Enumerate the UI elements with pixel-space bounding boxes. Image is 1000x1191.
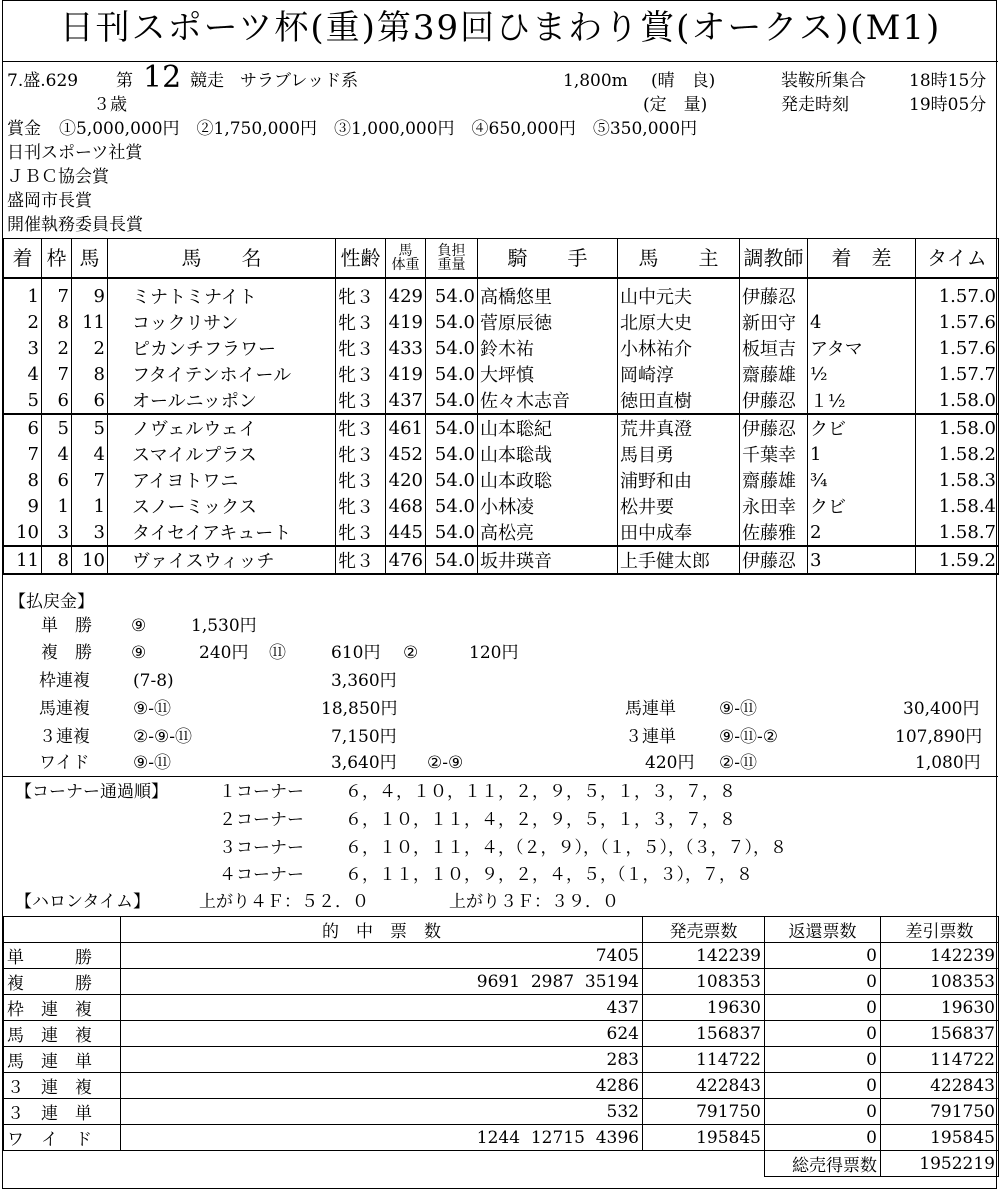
tickets-net: 19630 — [881, 995, 999, 1021]
tickets-refunded: 0 — [765, 995, 881, 1021]
rank-cell: 11 — [4, 546, 42, 574]
sex-age: 牝３ — [336, 493, 386, 519]
winning-tickets: 532 — [121, 1099, 643, 1125]
tickets-refunded: 0 — [765, 1073, 881, 1099]
place2-amount: 610円 — [331, 643, 381, 663]
owner-name: 田中成奉 — [618, 519, 740, 546]
corner-2-order: ６，１０，１１，４，２，９，５，１，３，７，８ — [345, 810, 736, 830]
body-weight: 452 — [386, 441, 426, 467]
win-combo: ⑨ — [131, 616, 147, 636]
finish-time: 1.57.6 — [916, 309, 999, 335]
sales-total-row — [4, 1151, 999, 1177]
weight-rule: (定 量) — [643, 95, 708, 115]
trainer-name: 佐藤雅 — [740, 519, 808, 546]
owner-name: 馬目勇 — [618, 441, 740, 467]
distance: 1,800m — [563, 71, 628, 91]
results-header — [4, 239, 999, 279]
tickets-net: 195845 — [881, 1125, 999, 1151]
header-num: 馬 — [72, 239, 108, 279]
header-sexage: 性齢 — [336, 239, 386, 279]
carried-weight: 54.0 — [426, 335, 478, 361]
horse-name: オールニッポン — [108, 387, 336, 414]
corner-1-label: １コーナー — [219, 782, 304, 802]
tickets-sold: 791750 — [643, 1099, 765, 1125]
breed: サラブレッド系 — [240, 71, 359, 91]
body-weight: 429 — [386, 278, 426, 309]
header-owner: 馬 主 — [618, 239, 740, 279]
trainer-name: 齋藤雄 — [740, 361, 808, 387]
sales-header-type — [4, 917, 121, 943]
margin: クビ — [808, 493, 916, 519]
rank-cell: 2 — [4, 309, 42, 335]
exacta-label: 馬連単 — [625, 699, 676, 719]
trainer-name: 新田守 — [740, 309, 808, 335]
bet-type: 馬 連 単 — [4, 1047, 121, 1073]
frame-cell: 2 — [42, 335, 72, 361]
exacta-amount: 30,400円 — [903, 699, 980, 719]
horse-name: フタイテンホイール — [108, 361, 336, 387]
frame-cell: 1 — [42, 493, 72, 519]
jockey-name: 高松亮 — [478, 519, 618, 546]
win-label: 単 勝 — [41, 616, 92, 636]
margin: アタマ — [808, 335, 916, 361]
exacta-combo: ⑨-⑪ — [719, 699, 757, 719]
tickets-refunded: 0 — [765, 1099, 881, 1125]
bet-type: 馬 連 複 — [4, 1021, 121, 1047]
margin: １½ — [808, 387, 916, 414]
finish-time: 1.58.4 — [916, 493, 999, 519]
sex-age: 牝３ — [336, 546, 386, 574]
frame-cell: 8 — [42, 309, 72, 335]
rank-cell: 5 — [4, 387, 42, 414]
corner-1-order: ６，４，１０，１１，２，９，５，１，３，７，８ — [345, 782, 736, 802]
tickets-refunded: 0 — [765, 1125, 881, 1151]
body-weight: 476 — [386, 546, 426, 574]
winning-tickets: 283 — [121, 1047, 643, 1073]
finish-time: 1.58.2 — [916, 441, 999, 467]
horse-name: タイセイアキュート — [108, 519, 336, 546]
owner-name: 北原大史 — [618, 309, 740, 335]
assembly-label: 装鞍所集合 — [781, 71, 866, 91]
body-weight: 461 — [386, 414, 426, 441]
wide-label: ワイド — [39, 753, 90, 773]
header-weight: 負担 重量 — [426, 239, 478, 279]
owner-name: 徳田直樹 — [618, 387, 740, 414]
header-time: タイム — [916, 239, 999, 279]
corner-3-order: ６，１０，１１，４，（２，９），（１，５），（３，７），８ — [345, 838, 787, 858]
wide1-combo: ⑨-⑪ — [133, 753, 171, 773]
result-row — [4, 414, 999, 441]
trainer-name: 千葉幸 — [740, 441, 808, 467]
horse-name: アイヨトワニ — [108, 467, 336, 493]
tickets-sold: 422843 — [643, 1073, 765, 1099]
frame-cell: 7 — [42, 278, 72, 309]
margin: クビ — [808, 414, 916, 441]
tickets-refunded: 0 — [765, 1021, 881, 1047]
carried-weight: 54.0 — [426, 546, 478, 574]
quinella-combo: ⑨-⑪ — [133, 699, 171, 719]
num-cell: 4 — [72, 441, 108, 467]
result-row — [4, 546, 999, 574]
race-prefix: 第 — [116, 71, 133, 91]
sales-row — [4, 1073, 999, 1099]
sales-header — [4, 917, 999, 943]
finish-time: 1.59.2 — [916, 546, 999, 574]
assembly-time: 18時15分 — [909, 71, 987, 91]
jockey-name: 山本聡哉 — [478, 441, 618, 467]
tickets-refunded: 0 — [765, 969, 881, 995]
bet-type: ３ 連 複 — [4, 1073, 121, 1099]
sex-age: 牝３ — [336, 309, 386, 335]
bet-type: 単 勝 — [4, 943, 121, 969]
frame-cell: 3 — [42, 519, 72, 546]
carried-weight: 54.0 — [426, 467, 478, 493]
place1-combo: ⑨ — [131, 643, 147, 663]
result-row — [4, 467, 999, 493]
winning-tickets: 9691 2987 35194 — [121, 969, 643, 995]
horse-name: ノヴェルウェイ — [108, 414, 336, 441]
weather-track: (晴 良) — [651, 71, 716, 91]
sales-header-hits: 的 中 票 数 — [121, 917, 643, 943]
race-title: 日刊スポーツ杯(重)第39回ひまわり賞(オークス)(M1) — [3, 1, 998, 62]
date-venue: 7.盛.629 — [7, 71, 79, 91]
jockey-name: 鈴木祐 — [478, 335, 618, 361]
rank-cell: 9 — [4, 493, 42, 519]
owner-name: 松井要 — [618, 493, 740, 519]
trainer-name: 伊藤忍 — [740, 278, 808, 309]
sales-row — [4, 1021, 999, 1047]
jockey-name: 山本政聡 — [478, 467, 618, 493]
tickets-net: 142239 — [881, 943, 999, 969]
trainer-name: 齋藤雄 — [740, 467, 808, 493]
corner-4-order: ６，１１，１０，９，２，４，５，（１，３），７，８ — [345, 865, 753, 885]
quinella-label: 馬連複 — [39, 699, 90, 719]
margin — [808, 278, 916, 309]
place1-amount: 240円 — [199, 643, 249, 663]
owner-name: 上手健太郎 — [618, 546, 740, 574]
owner-name: 岡崎淳 — [618, 361, 740, 387]
result-row — [4, 441, 999, 467]
num-cell: 3 — [72, 519, 108, 546]
wide2-combo: ②-⑨ — [427, 753, 464, 773]
prize-amounts: ①5,000,000円 ②1,750,000円 ③1,000,000円 ④650,000円 ⑤350,000円 — [59, 119, 698, 139]
horse-name: ヴァイスウィッチ — [108, 546, 336, 574]
finish-time: 1.58.0 — [916, 387, 999, 414]
num-cell: 10 — [72, 546, 108, 574]
result-row — [4, 493, 999, 519]
wide3-amount: 1,080円 — [915, 753, 981, 773]
trio-combo: ②-⑨-⑪ — [133, 727, 192, 747]
sex-age: 牝３ — [336, 278, 386, 309]
rank-cell: 6 — [4, 414, 42, 441]
sex-age: 牝３ — [336, 387, 386, 414]
horse-name: スマイルプラス — [108, 441, 336, 467]
corner-3-label: ３コーナー — [219, 838, 304, 858]
start-label: 発走時刻 — [781, 95, 849, 115]
margin: 4 — [808, 309, 916, 335]
last-4f: 上がり４Ｆ：５２．０ — [199, 892, 369, 912]
carried-weight: 54.0 — [426, 309, 478, 335]
num-cell: 5 — [72, 414, 108, 441]
sales-row — [4, 995, 999, 1021]
carried-weight: 54.0 — [426, 361, 478, 387]
header-frame: 枠 — [42, 239, 72, 279]
result-row — [4, 278, 999, 309]
num-cell: 9 — [72, 278, 108, 309]
rank-cell: 4 — [4, 361, 42, 387]
margin: ½ — [808, 361, 916, 387]
header-jockey: 騎 手 — [478, 239, 618, 279]
trainer-name: 伊藤忍 — [740, 546, 808, 574]
award-4: 開催執務委員長賞 — [7, 215, 143, 235]
margin: 2 — [808, 519, 916, 546]
frame-cell: 7 — [42, 361, 72, 387]
result-row — [4, 519, 999, 546]
payout-section — [3, 586, 998, 777]
body-weight: 420 — [386, 467, 426, 493]
place2-combo: ⑪ — [269, 643, 286, 663]
race-suffix: 競走 — [190, 71, 224, 91]
sales-row — [4, 969, 999, 995]
body-weight: 433 — [386, 335, 426, 361]
results-table — [3, 238, 999, 575]
tickets-net: 108353 — [881, 969, 999, 995]
carried-weight: 54.0 — [426, 414, 478, 441]
tickets-net: 156837 — [881, 1021, 999, 1047]
num-cell: 7 — [72, 467, 108, 493]
jockey-name: 山本聡紀 — [478, 414, 618, 441]
bracket-quinella-amount: 3,360円 — [331, 671, 397, 691]
frame-cell: 4 — [42, 441, 72, 467]
sex-age: 牝３ — [336, 441, 386, 467]
header-bodyweight: 馬 体重 — [386, 239, 426, 279]
trainer-name: 永田幸 — [740, 493, 808, 519]
horse-name: コックリサン — [108, 309, 336, 335]
sales-table — [3, 916, 999, 1177]
bet-type: 枠 連 複 — [4, 995, 121, 1021]
tickets-sold: 156837 — [643, 1021, 765, 1047]
bracket-quinella-combo: (7-8) — [133, 671, 174, 691]
tickets-refunded: 0 — [765, 1047, 881, 1073]
bracket-quinella-label: 枠連複 — [39, 671, 90, 691]
tickets-sold: 114722 — [643, 1047, 765, 1073]
place3-combo: ② — [403, 643, 419, 663]
sales-row — [4, 1099, 999, 1125]
jockey-name: 菅原辰徳 — [478, 309, 618, 335]
award-2: ＪＢＣ協会賞 — [7, 167, 109, 187]
owner-name: 小林祐介 — [618, 335, 740, 361]
body-weight: 419 — [386, 361, 426, 387]
tickets-net: 422843 — [881, 1073, 999, 1099]
jockey-name: 小林凌 — [478, 493, 618, 519]
tickets-sold: 195845 — [643, 1125, 765, 1151]
sales-header-net: 差引票数 — [881, 917, 999, 943]
sales-header-sold: 発売票数 — [643, 917, 765, 943]
tickets-sold: 108353 — [643, 969, 765, 995]
result-row — [4, 335, 999, 361]
finish-time: 1.58.0 — [916, 414, 999, 441]
sex-age: 牝３ — [336, 335, 386, 361]
tickets-sold: 142239 — [643, 943, 765, 969]
award-1: 日刊スポーツ社賞 — [7, 143, 143, 163]
tickets-net: 114722 — [881, 1047, 999, 1073]
owner-name: 山中元夫 — [618, 278, 740, 309]
owner-name: 荒井真澄 — [618, 414, 740, 441]
payout-heading: 【払戻金】 — [9, 592, 94, 612]
sex-age: 牝３ — [336, 467, 386, 493]
header-trainer: 調教師 — [740, 239, 808, 279]
num-cell: 6 — [72, 387, 108, 414]
body-weight: 445 — [386, 519, 426, 546]
num-cell: 8 — [72, 361, 108, 387]
sex-age: 牝３ — [336, 519, 386, 546]
trainer-name: 伊藤忍 — [740, 414, 808, 441]
sales-row — [4, 943, 999, 969]
sales-row — [4, 1047, 999, 1073]
tickets-sold: 19630 — [643, 995, 765, 1021]
bet-type: ワ イ ド — [4, 1125, 121, 1151]
winning-tickets: 4286 — [121, 1073, 643, 1099]
corner-2-label: ２コーナー — [219, 810, 304, 830]
finish-time: 1.57.7 — [916, 361, 999, 387]
tickets-net: 791750 — [881, 1099, 999, 1125]
race-card — [2, 0, 997, 1189]
frame-cell: 6 — [42, 467, 72, 493]
race-number: 12 — [143, 60, 182, 95]
corner-heading: 【コーナー通過順】 — [15, 782, 168, 802]
rank-cell: 8 — [4, 467, 42, 493]
finish-time: 1.57.6 — [916, 335, 999, 361]
margin: ¾ — [808, 467, 916, 493]
finish-time: 1.57.0 — [916, 278, 999, 309]
winning-tickets: 7405 — [121, 943, 643, 969]
trifecta-label: ３連単 — [625, 727, 676, 747]
header-margin: 着 差 — [808, 239, 916, 279]
body-weight: 437 — [386, 387, 426, 414]
trainer-name: 板垣吉 — [740, 335, 808, 361]
sales-row — [4, 1125, 999, 1151]
bet-type: ３ 連 単 — [4, 1099, 121, 1125]
finish-time: 1.58.3 — [916, 467, 999, 493]
frame-cell: 6 — [42, 387, 72, 414]
horse-name: スノーミックス — [108, 493, 336, 519]
winning-tickets: 437 — [121, 995, 643, 1021]
quinella-amount: 18,850円 — [321, 699, 398, 719]
corner-4-label: ４コーナー — [219, 865, 304, 885]
sex-age: 牝３ — [336, 361, 386, 387]
winning-tickets: 624 — [121, 1021, 643, 1047]
header-rank: 着 — [4, 239, 42, 279]
total-value: 1952219 — [881, 1151, 999, 1177]
carried-weight: 54.0 — [426, 387, 478, 414]
horse-name: ミナトミナイト — [108, 278, 336, 309]
wide1-amount: 3,640円 — [331, 753, 397, 773]
carried-weight: 54.0 — [426, 493, 478, 519]
trifecta-combo: ⑨-⑪-② — [719, 727, 778, 747]
num-cell: 2 — [72, 335, 108, 361]
win-amount: 1,530円 — [191, 616, 257, 636]
rank-cell: 7 — [4, 441, 42, 467]
owner-name: 浦野和由 — [618, 467, 740, 493]
place-label: 複 勝 — [41, 643, 92, 663]
age-condition: ３歳 — [93, 95, 127, 115]
jockey-name: 坂井瑛音 — [478, 546, 618, 574]
horse-name: ピカンチフラワー — [108, 335, 336, 361]
carried-weight: 54.0 — [426, 519, 478, 546]
num-cell: 11 — [72, 309, 108, 335]
body-weight: 468 — [386, 493, 426, 519]
place3-amount: 120円 — [469, 643, 519, 663]
furlong-heading: 【ハロンタイム】 — [15, 892, 150, 912]
result-row — [4, 387, 999, 414]
carried-weight: 54.0 — [426, 441, 478, 467]
margin: 1 — [808, 441, 916, 467]
trio-amount: 7,150円 — [331, 727, 397, 747]
finish-time: 1.58.7 — [916, 519, 999, 546]
start-time: 19時05分 — [909, 95, 987, 115]
rank-cell: 1 — [4, 278, 42, 309]
jockey-name: 佐々木志音 — [478, 387, 618, 414]
trifecta-amount: 107,890円 — [895, 727, 983, 747]
frame-cell: 8 — [42, 546, 72, 574]
jockey-name: 高橋悠里 — [478, 278, 618, 309]
trio-label: ３連複 — [39, 727, 90, 747]
last-3f: 上がり３Ｆ：３９．０ — [449, 892, 619, 912]
winning-tickets: 1244 12715 4396 — [121, 1125, 643, 1151]
sex-age: 牝３ — [336, 414, 386, 441]
total-label: 総売得票数 — [765, 1151, 881, 1177]
frame-cell: 5 — [42, 414, 72, 441]
margin: 3 — [808, 546, 916, 574]
tickets-refunded: 0 — [765, 943, 881, 969]
rank-cell: 10 — [4, 519, 42, 546]
prize-label: 賞金 — [7, 119, 41, 139]
header-name: 馬 名 — [108, 239, 336, 279]
trainer-name: 伊藤忍 — [740, 387, 808, 414]
body-weight: 419 — [386, 309, 426, 335]
wide2-amount: 420円 — [645, 753, 695, 773]
jockey-name: 大坪慎 — [478, 361, 618, 387]
result-row — [4, 309, 999, 335]
sales-header-refund: 返還票数 — [765, 917, 881, 943]
result-row — [4, 361, 999, 387]
num-cell: 1 — [72, 493, 108, 519]
bet-type: 複 勝 — [4, 969, 121, 995]
award-3: 盛岡市長賞 — [7, 191, 92, 211]
rank-cell: 3 — [4, 335, 42, 361]
wide3-combo: ②-⑪ — [719, 753, 757, 773]
carried-weight: 54.0 — [426, 278, 478, 309]
